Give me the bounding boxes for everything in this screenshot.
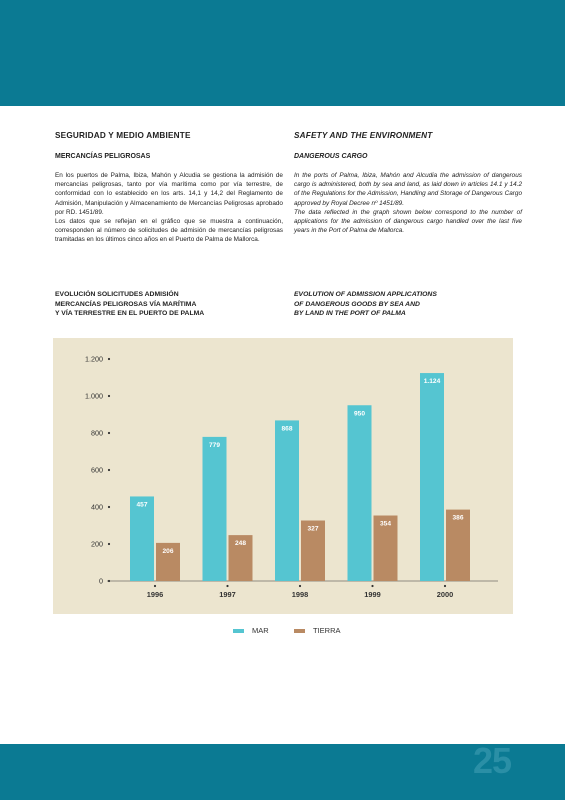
chart-title-es-line-3: Y VÍA TERRESTRE EN EL PUERTO DE PALMA: [55, 310, 205, 317]
x-tick-mark: [444, 585, 446, 587]
legend-label-tierra: TIERRA: [313, 626, 341, 635]
bar-value-label: 1.124: [423, 378, 441, 386]
bar-value-label: 779: [208, 441, 221, 449]
bar-value-label: 457: [136, 501, 148, 509]
page-number: 25: [472, 740, 511, 781]
x-tick-label: 1998: [291, 590, 309, 599]
chart-title-es-line-1: EVOLUCIÓN SOLICITUDES ADMISIÓN: [55, 291, 179, 298]
chart-title-en: [294, 290, 522, 319]
bar-mar-1998: [275, 420, 299, 581]
bar-value-label: 386: [452, 514, 464, 522]
chart-title-en-line-2: OF DANGEROUS GOODS BY SEA AND: [294, 300, 420, 308]
y-tick-label: 1.200: [85, 354, 103, 364]
y-tick-label: 200: [91, 539, 103, 549]
bar-mar-1999: [348, 405, 372, 581]
x-tick-label: 1997: [219, 590, 236, 599]
x-tick-label: 1999: [364, 590, 381, 599]
x-tick-label: 2000: [436, 590, 454, 599]
bar-mar-2000: [420, 373, 444, 581]
y-tick-label: 600: [91, 465, 103, 475]
legend-swatch-mar: [233, 629, 244, 633]
chart-title-es-line-2: MERCANCÍAS PELIGROSAS VÍA MARÍTIMA: [55, 300, 197, 308]
section-title-es: SEGURIDAD Y MEDIO AMBIENTE: [55, 131, 191, 140]
paragraph-es-2: Los datos que se reflejan en el gráfico que se muestra a continuación, corresponden al número de solicitudes de admisión de mercancías peligrosas tramitadas en los últimos cinco años en el Puerto de Palma de Mallorca.: [55, 218, 283, 244]
legend-item-tierra: [294, 626, 341, 635]
subsection-title-es: MERCANCÍAS PELIGROSAS: [55, 153, 151, 160]
y-tick-mark: [108, 506, 110, 508]
bar-value-label: 248: [234, 540, 247, 548]
x-tick-mark: [154, 585, 156, 587]
bar-value-label: 950: [353, 410, 366, 418]
x-tick-mark: [226, 585, 228, 587]
x-tick-mark: [299, 585, 301, 587]
y-tick-mark: [108, 469, 110, 471]
chart-title-en-line-1: EVOLUTION OF ADMISSION APPLICATIONS: [294, 291, 437, 298]
y-tick-mark: [108, 358, 110, 360]
paragraph-en-2: The data reflected in the graph shown below correspond to the number of applications for the admission of dangerous cargo handled over the last five years in the Port of Palma de Mallorca.: [294, 208, 522, 235]
spanish-column: [55, 130, 283, 245]
x-tick-mark: [371, 585, 373, 587]
y-tick-label: 0: [99, 576, 103, 586]
x-tick-label: 1996: [146, 590, 164, 599]
section-title-en: SAFETY AND THE ENVIRONMENT: [294, 131, 433, 140]
bar-value-label: 327: [307, 525, 319, 533]
y-tick-mark: [108, 395, 110, 397]
body-text-en: [294, 171, 522, 235]
header-band: [0, 0, 565, 106]
bar-chart: [53, 338, 513, 614]
bar-value-label: 354: [379, 520, 392, 528]
bar-value-label: 868: [281, 425, 293, 433]
chart-title-en-line-3: BY LAND IN THE PORT OF PALMA: [294, 310, 406, 317]
legend-swatch-tierra: [294, 629, 305, 633]
english-column: [294, 130, 522, 235]
y-tick-label: 800: [91, 428, 103, 438]
y-tick-label: 1.000: [85, 391, 103, 401]
y-tick-mark: [108, 543, 110, 545]
body-text-es: [55, 171, 283, 245]
y-tick-mark: [108, 432, 110, 434]
chart-title-es: [55, 290, 283, 319]
paragraph-es-1: En los puertos de Palma, Ibiza, Mahón y Alcudia se gestiona la admisión de mercancías peligrosas, tanto por vía marítima como por vía terrestre, de conformidad con lo establecido en los arts. 14,1 y 14,2 del Reglamento de Admisión, Manipulación y Almacenamiento de Mercancías Peligrosas aprobado por RD. 1451/89.: [55, 172, 283, 216]
y-tick-label: 400: [91, 502, 103, 512]
paragraph-en-1: In the ports of Palma, Ibiza, Mahón and Alcudia the admission of dangerous cargo is administered, both by sea and land, as laid down in articles 14.1 y 14.2 of the Regulations for the Admission, Handling and Storage of Dangerous Cargo approved by Royal Decree nº 1451/89.: [294, 172, 522, 207]
legend-item-mar: [233, 626, 269, 635]
bar-mar-1996: [130, 496, 154, 581]
chart-legend: [0, 626, 565, 640]
subsection-title-en: DANGEROUS CARGO: [294, 153, 368, 160]
bar-value-label: 206: [162, 547, 174, 555]
bar-mar-1997: [203, 437, 227, 581]
legend-label-mar: MAR: [252, 626, 269, 635]
